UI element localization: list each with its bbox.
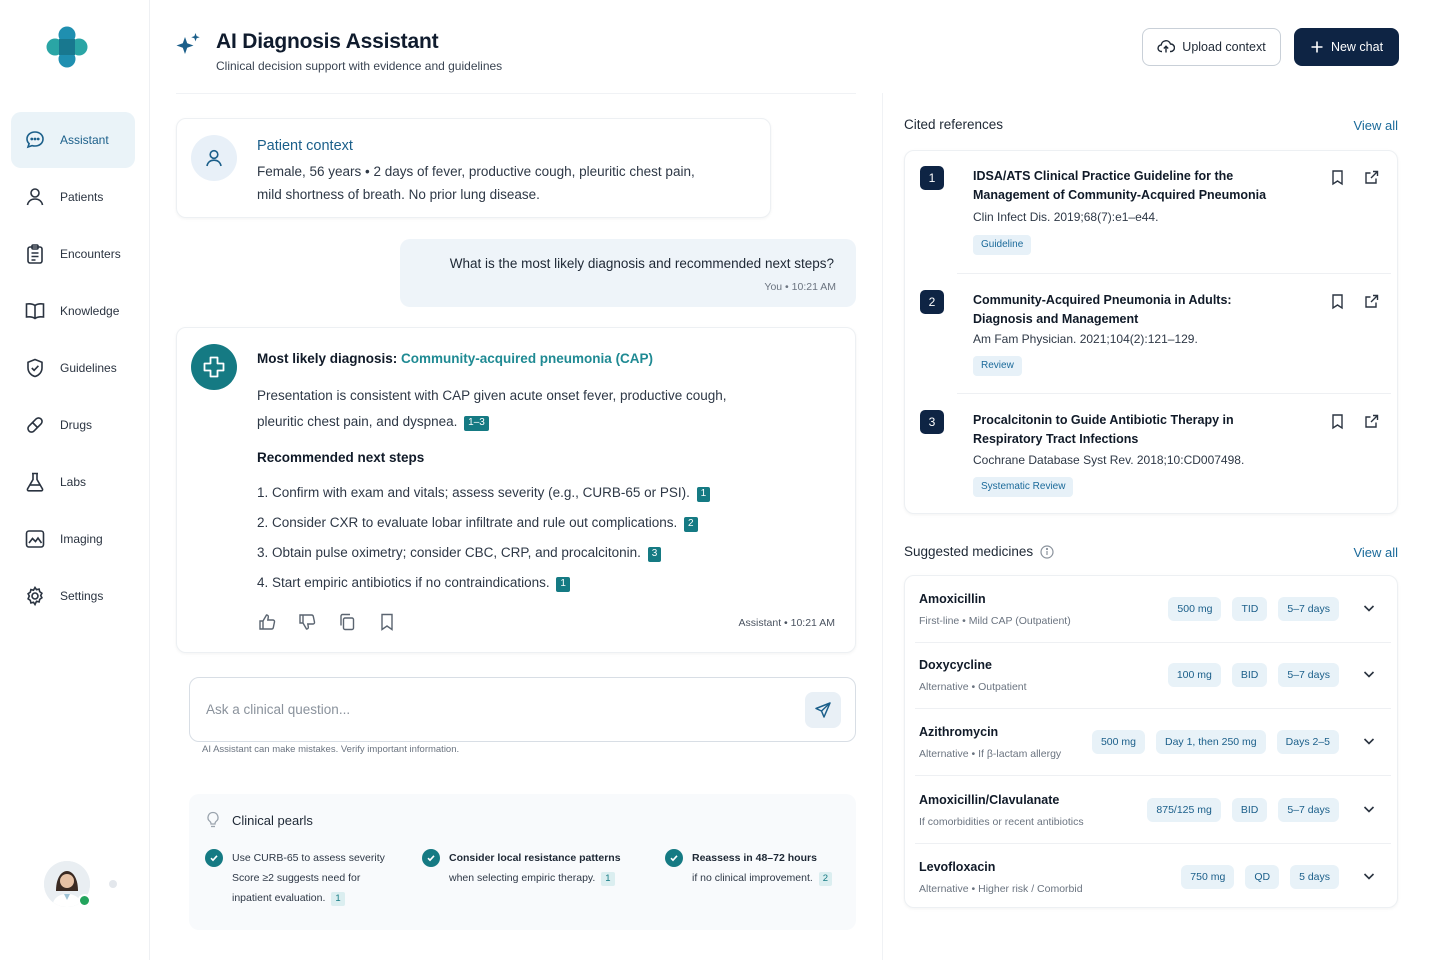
chevron-down-icon[interactable] (1361, 868, 1377, 884)
sidebar-item-label: Knowledge (60, 304, 120, 318)
sidebar-item-label: Labs (60, 475, 87, 489)
pearl-text: inpatient evaluation. (232, 892, 326, 904)
reference-title-line: Diagnosis and Management (973, 312, 1139, 326)
medicine-dosing (1170, 865, 1339, 889)
clinical-pearls-panel (189, 794, 856, 930)
pearl-text: Use CURB-65 to assess severity (232, 852, 385, 864)
pearl-item (665, 848, 832, 888)
message-actions (257, 612, 417, 632)
sidebar-item-guidelines[interactable] (11, 340, 135, 396)
next-steps-list (257, 482, 710, 602)
question-input[interactable] (206, 694, 796, 724)
medicine-row[interactable] (905, 844, 1399, 911)
cloud-upload-icon (1157, 38, 1182, 56)
reference-title-line: Respiratory Tract Infections (973, 432, 1139, 446)
medicine-name: Levofloxacin (919, 860, 996, 874)
suggested-medicines-title (904, 544, 1054, 559)
external-link-icon[interactable] (1363, 413, 1380, 430)
dose-pill: 100 mg (1168, 663, 1221, 687)
medicine-dosing (1157, 663, 1339, 687)
frequency-pill: BID (1232, 798, 1268, 822)
medicine-indication: Alternative • Outpatient (919, 681, 1027, 693)
sidebar-item-imaging[interactable] (11, 511, 135, 567)
reference-title-line: IDSA/ATS Clinical Practice Guideline for the (973, 169, 1234, 183)
sidebar (0, 0, 150, 960)
list-item (257, 512, 710, 542)
frequency-pill: BID (1232, 663, 1268, 687)
pearl-text: Reassess in 48–72 hours (692, 852, 817, 864)
copy-icon[interactable] (337, 612, 357, 632)
reference-title-line: Management of Community-Acquired Pneumonia (973, 188, 1267, 202)
list-item (257, 572, 710, 602)
dose-pill: 875/125 mg (1147, 798, 1220, 822)
sidebar-item-settings[interactable] (11, 568, 135, 624)
medicine-row[interactable] (905, 709, 1399, 776)
presentation-line (257, 409, 777, 435)
image-icon (24, 528, 46, 550)
cited-references-title: Cited references (904, 117, 1004, 132)
patient-context-text (257, 160, 757, 206)
sidebar-item-assistant[interactable] (11, 112, 135, 168)
medicines-view-all-link[interactable]: View all (1353, 545, 1398, 560)
frequency-pill: QD (1245, 865, 1279, 889)
user-message-text: What is the most likely diagnosis and recommended next steps? (449, 256, 834, 271)
upload-context-label: Upload context (1182, 40, 1266, 54)
reference-title (973, 291, 1293, 329)
presentation-line: Presentation is consistent with CAP given acute onset fever, productive cough, (257, 388, 727, 403)
sidebar-nav (11, 112, 135, 625)
patient-context-card (176, 118, 771, 218)
new-chat-button[interactable] (1294, 28, 1399, 66)
reference-number: 2 (920, 290, 944, 314)
reference-source: Cochrane Database Syst Rev. 2018;10:CD007498. (973, 453, 1245, 467)
new-chat-label: New chat (1330, 40, 1384, 54)
duration-pill: 5–7 days (1278, 798, 1339, 822)
diagnosis-heading (257, 351, 653, 366)
reference-title-line: Community-Acquired Pneumonia in Adults: (973, 293, 1232, 307)
bookmark-icon[interactable] (1329, 413, 1346, 430)
thumbs-up-icon[interactable] (257, 612, 277, 632)
medicine-dosing (1157, 597, 1339, 621)
book-icon (24, 300, 46, 322)
divider (915, 775, 1391, 776)
step-text: 1. Confirm with exam and vitals; assess severity (e.g., CURB-65 or PSI). (257, 485, 690, 500)
patient-context-line: Female, 56 years • 2 days of fever, productive cough, pleuritic chest pain, (257, 164, 695, 179)
medicine-indication: If comorbidities or recent antibiotics (919, 816, 1084, 828)
medical-cross-icon (191, 344, 237, 390)
sidebar-item-encounters[interactable] (11, 226, 135, 282)
reference-title (973, 411, 1293, 449)
reference-item[interactable] (905, 275, 1399, 395)
medicine-indication: Alternative • If β-lactam allergy (919, 748, 1062, 760)
online-status-badge (78, 894, 91, 907)
citation-badge[interactable]: 3 (648, 547, 662, 562)
check-circle-icon (665, 849, 683, 867)
upload-context-button[interactable] (1142, 28, 1281, 66)
medicine-row[interactable] (905, 777, 1399, 844)
citation-badge[interactable]: 2 (819, 872, 832, 886)
patient-context-title: Patient context (257, 138, 353, 154)
medicine-row[interactable] (905, 576, 1399, 643)
app-logo-icon[interactable] (46, 26, 88, 68)
sidebar-item-label: Imaging (60, 532, 103, 546)
sidebar-item-label: Encounters (60, 247, 121, 261)
gear-icon (24, 585, 46, 607)
assistant-message-card (176, 327, 856, 653)
presentation-text (257, 383, 777, 435)
citation-badge[interactable]: 1–3 (464, 416, 489, 431)
medicine-indication: First-line • Mild CAP (Outpatient) (919, 615, 1071, 627)
reference-source: Clin Infect Dis. 2019;68(7):e1–e44. (973, 210, 1159, 224)
check-circle-icon (422, 849, 440, 867)
patient-user-icon (191, 135, 237, 181)
info-icon[interactable] (1040, 545, 1054, 559)
send-icon (814, 701, 832, 719)
reference-number: 3 (920, 410, 944, 434)
sidebar-item-label: Guidelines (60, 361, 117, 375)
plus-icon (1310, 40, 1331, 54)
pearl-text: when selecting empiric therapy. (449, 872, 596, 884)
sidebar-collapse-handle[interactable] (109, 880, 117, 888)
dose-pill: 500 mg (1168, 597, 1221, 621)
user-message-meta: You • 10:21 AM (764, 281, 836, 293)
pearl-text: Consider local resistance patterns (449, 852, 621, 864)
dose-pill: 500 mg (1092, 730, 1145, 754)
next-steps-heading: Recommended next steps (257, 450, 425, 465)
chat-icon (24, 129, 46, 151)
clipboard-icon (24, 243, 46, 265)
medicine-name: Doxycycline (919, 658, 992, 672)
citation-badge[interactable]: 1 (331, 892, 344, 906)
presentation-line-text: pleuritic chest pain, and dyspnea. (257, 414, 458, 429)
duration-pill: 5–7 days (1278, 597, 1339, 621)
reference-title (973, 167, 1293, 205)
pearl-item (205, 848, 385, 908)
references-view-all-link[interactable]: View all (1353, 118, 1398, 133)
reference-type-badge: Systematic Review (973, 477, 1073, 497)
external-link-icon[interactable] (1363, 169, 1380, 186)
patient-context-line: mild shortness of breath. No prior lung disease. (257, 187, 540, 202)
citation-badge[interactable]: 2 (684, 517, 698, 532)
check-circle-icon (205, 849, 223, 867)
medicine-name: Azithromycin (919, 725, 999, 739)
list-item (257, 542, 710, 572)
citation-badge[interactable]: 1 (601, 872, 614, 886)
sparkle-icon (174, 30, 204, 60)
medicine-row[interactable] (905, 642, 1399, 709)
pearl-text: Score ≥2 suggests need for (232, 872, 361, 884)
duration-pill: Days 2–5 (1277, 730, 1339, 754)
chevron-down-icon[interactable] (1361, 600, 1377, 616)
sidebar-item-knowledge[interactable] (11, 283, 135, 339)
reference-title-line: Procalcitonin to Guide Antibiotic Therapy in (973, 413, 1234, 427)
dose-pill: 750 mg (1181, 865, 1234, 889)
sidebar-item-drugs[interactable] (11, 397, 135, 453)
medicine-dosing (1136, 798, 1339, 822)
bookmark-icon[interactable] (1329, 169, 1346, 186)
citation-badge[interactable]: 1 (697, 487, 711, 502)
send-button[interactable] (805, 692, 841, 728)
flask-icon (24, 471, 46, 493)
user-icon (24, 186, 46, 208)
medicine-name: Amoxicillin/Clavulanate (919, 793, 1060, 807)
pearl-text: if no clinical improvement. (692, 872, 813, 884)
external-link-icon[interactable] (1363, 293, 1380, 310)
step-text: 3. Obtain pulse oximetry; consider CBC, CRP, and procalcitonin. (257, 545, 641, 560)
frequency-pill: Day 1, then 250 mg (1156, 730, 1266, 754)
diagnosis-label: Most likely diagnosis: (257, 351, 398, 366)
chevron-down-icon[interactable] (1361, 733, 1377, 749)
header-divider (176, 93, 856, 94)
sidebar-item-label: Settings (60, 589, 104, 603)
sidebar-item-label: Drugs (60, 418, 93, 432)
duration-pill: 5 days (1290, 865, 1339, 889)
lightbulb-icon (205, 811, 221, 829)
medicines-list (904, 575, 1398, 908)
page-subtitle: Clinical decision support with evidence and guidelines (216, 59, 503, 73)
thumbs-down-icon[interactable] (297, 612, 317, 632)
suggested-medicines-label: Suggested medicines (904, 544, 1034, 559)
shield-check-icon (24, 357, 46, 379)
page-title: AI Diagnosis Assistant (216, 30, 439, 53)
medicine-indication: Alternative • Higher risk / Comorbid (919, 883, 1083, 895)
duration-pill: 5–7 days (1278, 663, 1339, 687)
reference-source: Am Fam Physician. 2021;104(2):121–129. (973, 332, 1198, 346)
divider (957, 393, 1391, 394)
frequency-pill: TID (1232, 597, 1267, 621)
pill-icon (24, 414, 46, 436)
sidebar-item-label: Patients (60, 190, 104, 204)
references-list (904, 150, 1398, 514)
pearl-item (422, 848, 621, 888)
medicine-dosing (1081, 730, 1339, 754)
clinical-pearls-title: Clinical pearls (232, 813, 313, 828)
step-text: 2. Consider CXR to evaluate lobar infiltrate and rule out complications. (257, 515, 678, 530)
reference-type-badge: Guideline (973, 235, 1031, 255)
question-composer (189, 677, 856, 742)
list-item (257, 482, 710, 512)
bookmark-icon[interactable] (1329, 293, 1346, 310)
reference-type-badge: Review (973, 356, 1022, 376)
chevron-down-icon[interactable] (1361, 801, 1377, 817)
reference-number: 1 (920, 166, 944, 190)
assistant-message-meta: Assistant • 10:21 AM (738, 617, 835, 629)
step-text: 4. Start empiric antibiotics if no contraindications. (257, 575, 550, 590)
citation-badge[interactable]: 1 (556, 577, 570, 592)
diagnosis-value[interactable]: Community-acquired pneumonia (CAP) (401, 351, 654, 366)
bookmark-icon[interactable] (377, 612, 397, 632)
user-message-bubble (400, 239, 856, 307)
reference-item[interactable] (905, 151, 1399, 271)
sidebar-item-patients[interactable] (11, 169, 135, 225)
reference-item[interactable] (905, 395, 1399, 515)
ai-disclaimer: AI Assistant can make mistakes. Verify important information. (202, 744, 460, 755)
sidebar-item-labs[interactable] (11, 454, 135, 510)
divider (957, 273, 1391, 274)
panel-divider (882, 93, 883, 960)
chevron-down-icon[interactable] (1361, 666, 1377, 682)
medicine-name: Amoxicillin (919, 592, 986, 606)
sidebar-item-label: Assistant (60, 133, 109, 147)
